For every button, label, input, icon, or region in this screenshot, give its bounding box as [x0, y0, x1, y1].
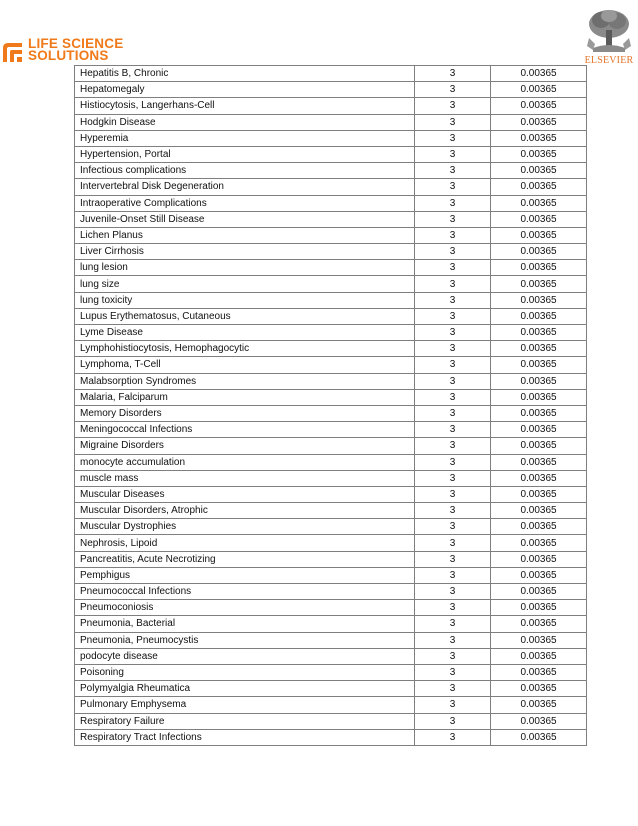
count-cell: 3: [414, 616, 490, 632]
term-cell: Respiratory Failure: [75, 713, 415, 729]
term-cell: Infectious complications: [75, 163, 415, 179]
table-row: [75, 616, 587, 632]
term-cell: Muscular Diseases: [75, 486, 415, 502]
table-row: [75, 713, 587, 729]
table-row: [75, 454, 587, 470]
score-cell: 0.00365: [491, 227, 587, 243]
score-cell: 0.00365: [491, 389, 587, 405]
term-cell: Lymphoma, T-Cell: [75, 357, 415, 373]
count-cell: 3: [414, 470, 490, 486]
score-cell: 0.00365: [491, 503, 587, 519]
score-cell: 0.00365: [491, 616, 587, 632]
term-cell: Hyperemia: [75, 130, 415, 146]
term-cell: Histiocytosis, Langerhans-Cell: [75, 98, 415, 114]
count-cell: 3: [414, 82, 490, 98]
count-cell: 3: [414, 422, 490, 438]
term-cell: Pneumococcal Infections: [75, 584, 415, 600]
score-cell: 0.00365: [491, 373, 587, 389]
count-cell: 3: [414, 454, 490, 470]
table-row: [75, 276, 587, 292]
term-cell: Intraoperative Complications: [75, 195, 415, 211]
table-row: [75, 292, 587, 308]
table-row: [75, 341, 587, 357]
score-cell: 0.00365: [491, 664, 587, 680]
term-cell: Nephrosis, Lipoid: [75, 535, 415, 551]
term-cell: Muscular Dystrophies: [75, 519, 415, 535]
score-cell: 0.00365: [491, 632, 587, 648]
score-cell: 0.00365: [491, 292, 587, 308]
term-cell: Muscular Disorders, Atrophic: [75, 503, 415, 519]
score-cell: 0.00365: [491, 648, 587, 664]
count-cell: 3: [414, 697, 490, 713]
term-cell: Hepatomegaly: [75, 82, 415, 98]
count-cell: 3: [414, 551, 490, 567]
term-cell: Pneumoconiosis: [75, 600, 415, 616]
table-row: [75, 503, 587, 519]
score-cell: 0.00365: [491, 535, 587, 551]
data-table: [74, 65, 587, 746]
table-row: [75, 325, 587, 341]
term-cell: Pneumonia, Bacterial: [75, 616, 415, 632]
count-cell: 3: [414, 600, 490, 616]
table-row: [75, 551, 587, 567]
term-cell: Memory Disorders: [75, 405, 415, 421]
count-cell: 3: [414, 519, 490, 535]
term-cell: Lyme Disease: [75, 325, 415, 341]
count-cell: 3: [414, 292, 490, 308]
score-cell: 0.00365: [491, 357, 587, 373]
count-cell: 3: [414, 438, 490, 454]
count-cell: 3: [414, 632, 490, 648]
count-cell: 3: [414, 146, 490, 162]
table-row: [75, 195, 587, 211]
count-cell: 3: [414, 244, 490, 260]
term-cell: Hodgkin Disease: [75, 114, 415, 130]
table-body: [75, 66, 587, 746]
term-cell: Meningococcal Infections: [75, 422, 415, 438]
table-row: [75, 584, 587, 600]
table-row: [75, 681, 587, 697]
count-cell: 3: [414, 66, 490, 82]
score-cell: 0.00365: [491, 114, 587, 130]
table-row: [75, 632, 587, 648]
table-row: [75, 438, 587, 454]
count-cell: 3: [414, 276, 490, 292]
table-row: [75, 163, 587, 179]
table-row: [75, 422, 587, 438]
score-cell: 0.00365: [491, 600, 587, 616]
score-cell: 0.00365: [491, 519, 587, 535]
count-cell: 3: [414, 535, 490, 551]
count-cell: 3: [414, 130, 490, 146]
table-row: [75, 697, 587, 713]
term-cell: muscle mass: [75, 470, 415, 486]
score-cell: 0.00365: [491, 454, 587, 470]
table-row: [75, 357, 587, 373]
score-cell: 0.00365: [491, 584, 587, 600]
count-cell: 3: [414, 486, 490, 502]
logo-line-2: SOLUTIONS: [28, 48, 109, 63]
term-cell: podocyte disease: [75, 648, 415, 664]
table-row: [75, 179, 587, 195]
term-cell: monocyte accumulation: [75, 454, 415, 470]
count-cell: 3: [414, 98, 490, 114]
table-row: [75, 729, 587, 745]
count-cell: 3: [414, 681, 490, 697]
term-cell: lung size: [75, 276, 415, 292]
count-cell: 3: [414, 713, 490, 729]
score-cell: 0.00365: [491, 713, 587, 729]
count-cell: 3: [414, 729, 490, 745]
table-row: [75, 373, 587, 389]
table-row: [75, 227, 587, 243]
table-row: [75, 664, 587, 680]
term-cell: Pulmonary Emphysema: [75, 697, 415, 713]
count-cell: 3: [414, 341, 490, 357]
term-cell: Polymyalgia Rheumatica: [75, 681, 415, 697]
term-cell: Hypertension, Portal: [75, 146, 415, 162]
elsevier-wordmark: ELSEVIER: [584, 55, 634, 66]
score-cell: 0.00365: [491, 486, 587, 502]
term-cell: Intervertebral Disk Degeneration: [75, 179, 415, 195]
score-cell: 0.00365: [491, 470, 587, 486]
term-cell: Hepatitis B, Chronic: [75, 66, 415, 82]
count-cell: 3: [414, 648, 490, 664]
table-row: [75, 648, 587, 664]
score-cell: 0.00365: [491, 179, 587, 195]
score-cell: 0.00365: [491, 341, 587, 357]
count-cell: 3: [414, 114, 490, 130]
score-cell: 0.00365: [491, 66, 587, 82]
table-row: [75, 66, 587, 82]
score-cell: 0.00365: [491, 438, 587, 454]
score-cell: 0.00365: [491, 260, 587, 276]
count-cell: 3: [414, 325, 490, 341]
score-cell: 0.00365: [491, 551, 587, 567]
table-row: [75, 211, 587, 227]
count-cell: 3: [414, 195, 490, 211]
score-cell: 0.00365: [491, 422, 587, 438]
score-cell: 0.00365: [491, 163, 587, 179]
score-cell: 0.00365: [491, 211, 587, 227]
table-row: [75, 82, 587, 98]
score-cell: 0.00365: [491, 567, 587, 583]
score-cell: 0.00365: [491, 195, 587, 211]
count-cell: 3: [414, 211, 490, 227]
table-row: [75, 244, 587, 260]
table-row: [75, 389, 587, 405]
count-cell: 3: [414, 179, 490, 195]
table-row: [75, 535, 587, 551]
table-row: [75, 486, 587, 502]
score-cell: 0.00365: [491, 325, 587, 341]
term-cell: Lymphohistiocytosis, Hemophagocytic: [75, 341, 415, 357]
count-cell: 3: [414, 260, 490, 276]
score-cell: 0.00365: [491, 729, 587, 745]
term-cell: Pneumonia, Pneumocystis: [75, 632, 415, 648]
table-row: [75, 519, 587, 535]
logo-line-1: LIFE SCIENCE: [28, 36, 124, 51]
score-cell: 0.00365: [491, 244, 587, 260]
count-cell: 3: [414, 373, 490, 389]
term-cell: Pancreatitis, Acute Necrotizing: [75, 551, 415, 567]
count-cell: 3: [414, 503, 490, 519]
count-cell: 3: [414, 308, 490, 324]
term-cell: lung lesion: [75, 260, 415, 276]
score-cell: 0.00365: [491, 146, 587, 162]
life-science-solutions-logo: [0, 36, 124, 68]
table-row: [75, 405, 587, 421]
table-row: [75, 470, 587, 486]
term-cell: Migraine Disorders: [75, 438, 415, 454]
table-row: [75, 114, 587, 130]
term-cell: Lichen Planus: [75, 227, 415, 243]
count-cell: 3: [414, 227, 490, 243]
score-cell: 0.00365: [491, 697, 587, 713]
term-cell: Pemphigus: [75, 567, 415, 583]
elsevier-tree-icon: [585, 8, 633, 54]
table-row: [75, 146, 587, 162]
count-cell: 3: [414, 163, 490, 179]
count-cell: 3: [414, 584, 490, 600]
term-cell: Malaria, Falciparum: [75, 389, 415, 405]
elsevier-logo: [583, 8, 638, 68]
table-row: [75, 600, 587, 616]
term-cell: Respiratory Tract Infections: [75, 729, 415, 745]
count-cell: 3: [414, 405, 490, 421]
table-row: [75, 567, 587, 583]
term-cell: lung toxicity: [75, 292, 415, 308]
score-cell: 0.00365: [491, 276, 587, 292]
count-cell: 3: [414, 389, 490, 405]
term-cell: Malabsorption Syndromes: [75, 373, 415, 389]
table-row: [75, 260, 587, 276]
count-cell: 3: [414, 567, 490, 583]
score-cell: 0.00365: [491, 308, 587, 324]
term-cell: Juvenile-Onset Still Disease: [75, 211, 415, 227]
table-row: [75, 130, 587, 146]
score-cell: 0.00365: [491, 405, 587, 421]
score-cell: 0.00365: [491, 681, 587, 697]
term-cell: Lupus Erythematosus, Cutaneous: [75, 308, 415, 324]
score-cell: 0.00365: [491, 82, 587, 98]
life-science-logo-icon: [0, 40, 26, 66]
score-cell: 0.00365: [491, 98, 587, 114]
term-cell: Poisoning: [75, 664, 415, 680]
term-cell: Liver Cirrhosis: [75, 244, 415, 260]
count-cell: 3: [414, 357, 490, 373]
score-cell: 0.00365: [491, 130, 587, 146]
table-row: [75, 98, 587, 114]
count-cell: 3: [414, 664, 490, 680]
table-row: [75, 308, 587, 324]
